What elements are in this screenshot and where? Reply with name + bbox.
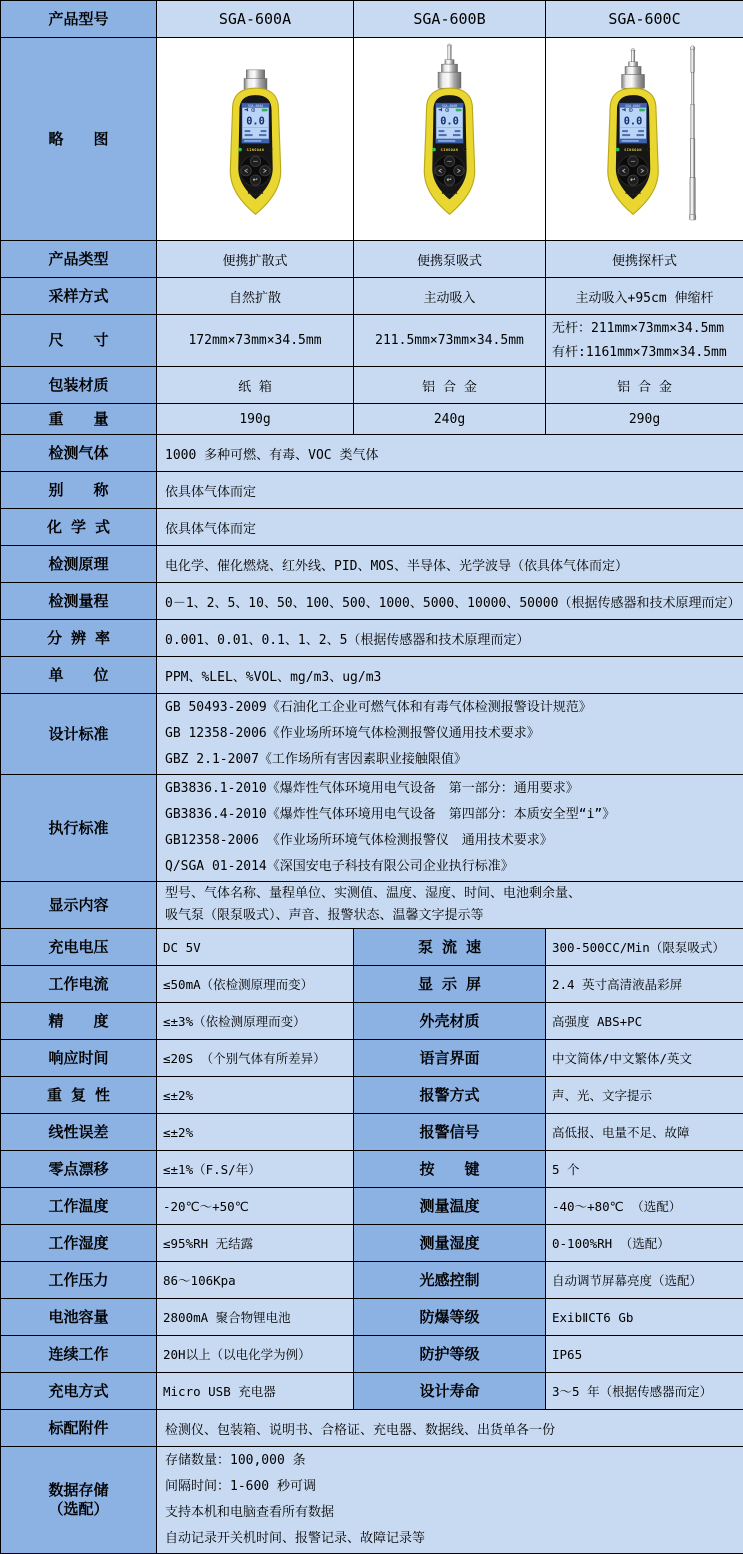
model-name-a: SGA-600A	[157, 1, 354, 38]
storage-line: 自动记录开关机时间、报警记录、故障记录等	[165, 1526, 735, 1552]
spec-value: 20H以上（以电化学为例）	[157, 1336, 354, 1373]
screen-reading: 0.0	[246, 115, 265, 127]
storage-line: 存储数量：100,000 条	[165, 1448, 735, 1474]
right-button	[637, 165, 647, 175]
enter-button	[444, 174, 454, 184]
spec-label: 显示内容	[1, 882, 157, 929]
spec-label: 光感控制	[354, 1262, 546, 1299]
standard-line: GB3836.1-2010《爆炸性气体环境用电气设备 第一部分：通用要求》	[165, 776, 735, 802]
standard-line: GB 50493-2009《石油化工企业可燃气体和有毒气体检测报警设计规范》	[165, 695, 735, 721]
standard-line: Q/SGA 01-2014《深国安电子科技有限公司企业执行标准》	[165, 854, 735, 880]
spec-value: DC 5V	[157, 929, 354, 966]
header-label: 产品型号	[1, 1, 157, 38]
spec-label: 采样方式	[1, 278, 157, 315]
standard-line: GB12358-2006 《作业场所环境气体检测报警仪 通用技术要求》	[165, 828, 735, 854]
sketch-label: 略 图	[1, 38, 157, 241]
spec-value: IP65	[546, 1336, 743, 1373]
spec-label: 报警信号	[354, 1114, 546, 1151]
spec-value: 211.5mm×73mm×34.5mm	[354, 315, 546, 367]
spec-value: 主动吸入+95cm 伸缩杆	[546, 278, 743, 315]
storage-line: 间隔时间：1-600 秒可调	[165, 1474, 735, 1500]
spec-label: 工作压力	[1, 1262, 157, 1299]
spec-label: 充电电压	[1, 929, 157, 966]
spec-label: 检测量程	[1, 583, 157, 620]
left-button	[618, 165, 628, 175]
left-button	[435, 165, 445, 175]
keypad	[240, 155, 271, 186]
screen-title: SGA-600A	[247, 103, 262, 107]
led-indicator	[238, 147, 242, 151]
spec-value	[157, 694, 743, 775]
spec-label: 检测原理	[1, 546, 157, 583]
spec-value: 检测仪、包装箱、说明书、合格证、充电器、数据线、出货单各一份	[157, 1410, 743, 1447]
battery-icon	[261, 108, 267, 111]
device-photo-sga-600b	[375, 40, 524, 235]
spec-value: 依具体气体而定	[157, 472, 743, 509]
lcd-screen	[241, 103, 269, 143]
spec-label: 设计标准	[1, 694, 157, 775]
spec-label: 产品类型	[1, 241, 157, 278]
screen-reading: 0.0	[440, 115, 459, 127]
spec-label: 按 键	[354, 1151, 546, 1188]
spec-label: 响应时间	[1, 1040, 157, 1077]
gas-inlet-cap	[244, 69, 267, 89]
spec-label: 执行标准	[1, 775, 157, 882]
spec-label: 报警方式	[354, 1077, 546, 1114]
spec-label: 显 示 屏	[354, 966, 546, 1003]
spec-value: ≤50mA（依检测原理而变）	[157, 966, 354, 1003]
screen-title: SGA-600C	[625, 103, 640, 107]
spec-label	[1, 1447, 157, 1554]
enter-button	[628, 174, 638, 184]
spec-value: 190g	[157, 404, 354, 435]
battery-icon	[639, 108, 645, 111]
spec-value: 自然扩散	[157, 278, 354, 315]
spec-value: ≤±1%（F.S/年）	[157, 1151, 354, 1188]
spec-label: 分 辨 率	[1, 620, 157, 657]
spec-label: 设计寿命	[354, 1373, 546, 1410]
spec-label: 尺 寸	[1, 315, 157, 367]
spec-value: 铝 合 金	[546, 367, 743, 404]
spec-value: 3～5 年（根据传感器而定）	[546, 1373, 743, 1410]
spec-label: 包装材质	[1, 367, 157, 404]
spec-value: 声、光、文字提示	[546, 1077, 743, 1114]
device-photo-cell-b	[354, 38, 546, 241]
spec-value: -40～+80℃ （选配）	[546, 1188, 743, 1225]
spec-label: 零点漂移	[1, 1151, 157, 1188]
model-name-b: SGA-600B	[354, 1, 546, 38]
dimension-line: 有杆:1161mm×73mm×34.5mm	[550, 341, 739, 365]
spec-value: 0-100%RH （选配）	[546, 1225, 743, 1262]
spec-value: 86～106Kpa	[157, 1262, 354, 1299]
spec-label: 线性误差	[1, 1114, 157, 1151]
spec-value: 铝 合 金	[354, 367, 546, 404]
gas-inlet-probe	[622, 48, 645, 88]
spec-label: 泵 流 速	[354, 929, 546, 966]
spec-value: 2800mA 聚合物锂电池	[157, 1299, 354, 1336]
spec-label: 连续工作	[1, 1336, 157, 1373]
brand-label: SINGOAN	[441, 147, 459, 151]
standard-line: GB 12358-2006《作业场所环境气体检测报警仪通用技术要求》	[165, 721, 735, 747]
brand-label: SINGOAN	[246, 147, 264, 151]
spec-label: 检测气体	[1, 435, 157, 472]
led-indicator	[616, 147, 620, 151]
content-line: 型号、气体名称、量程单位、实测值、温度、湿度、时间、电池剩余量、	[165, 883, 735, 905]
model-name-c: SGA-600C	[546, 1, 743, 38]
spec-label: 工作电流	[1, 966, 157, 1003]
spec-value: 纸 箱	[157, 367, 354, 404]
fan-hub	[630, 109, 631, 110]
spec-value: 高低报、电量不足、故障	[546, 1114, 743, 1151]
spec-label: 精 度	[1, 1003, 157, 1040]
spec-label: 工作温度	[1, 1188, 157, 1225]
spec-value: 电化学、催化燃烧、红外线、PID、MOS、半导体、光学波导（依具体气体而定）	[157, 546, 743, 583]
spec-value: 便携扩散式	[157, 241, 354, 278]
device-photo-cell-c	[546, 38, 743, 241]
spec-value: 便携探杆式	[546, 241, 743, 278]
spec-value: 主动吸入	[354, 278, 546, 315]
brand-label: SINGOAN	[624, 147, 642, 151]
spec-value: 172mm×73mm×34.5mm	[157, 315, 354, 367]
spec-value: 290g	[546, 404, 743, 435]
spec-value: Micro USB 充电器	[157, 1373, 354, 1410]
spec-label: 防护等级	[354, 1336, 546, 1373]
keypad	[618, 155, 649, 186]
right-button	[454, 165, 464, 175]
storage-label-line: （选配）	[3, 1500, 154, 1519]
device-photo-sga-600c	[570, 40, 719, 235]
spec-value: 1000 多种可燃、有毒、VOC 类气体	[157, 435, 743, 472]
led-indicator	[432, 147, 436, 151]
spec-label: 标配附件	[1, 1410, 157, 1447]
enter-button	[250, 174, 260, 184]
spec-value	[157, 882, 743, 929]
device-photo-sga-600a	[181, 40, 330, 235]
spec-value: 300-500CC/Min（限泵吸式）	[546, 929, 743, 966]
spec-value: 高强度 ABS+PC	[546, 1003, 743, 1040]
left-button	[240, 165, 250, 175]
spec-label: 防爆等级	[354, 1299, 546, 1336]
screen-title: SGA-600B	[442, 103, 457, 107]
light-sensor	[269, 147, 272, 150]
spec-value: ≤95%RH 无结露	[157, 1225, 354, 1262]
spec-value: ≤±3%（依检测原理而变）	[157, 1003, 354, 1040]
spec-value: 0－1、2、5、10、50、100、500、1000、5000、10000、50000（根据传感器和技术原理而定）	[157, 583, 743, 620]
fan-hub	[252, 109, 253, 110]
spec-value: 依具体气体而定	[157, 509, 743, 546]
spec-value: 自动调节屏幕亮度（选配）	[546, 1262, 743, 1299]
keypad	[434, 155, 465, 186]
gas-inlet-probe	[438, 43, 461, 87]
spec-value: PPM、%LEL、%VOL、mg/m3、ug/m3	[157, 657, 743, 694]
light-sensor	[647, 147, 650, 150]
device-photo-cell-a	[157, 38, 354, 241]
spec-value: 5 个	[546, 1151, 743, 1188]
right-button	[259, 165, 269, 175]
storage-line: 支持本机和电脑查看所有数据	[165, 1500, 735, 1526]
spec-value: 便携泵吸式	[354, 241, 546, 278]
spec-value: -20℃～+50℃	[157, 1188, 354, 1225]
battery-icon	[456, 108, 462, 111]
spec-label: 电池容量	[1, 1299, 157, 1336]
spec-label: 语言界面	[354, 1040, 546, 1077]
spec-value	[157, 1447, 743, 1554]
spec-label: 测量湿度	[354, 1225, 546, 1262]
spec-value: 2.4 英寸高清液晶彩屏	[546, 966, 743, 1003]
lcd-screen	[619, 103, 647, 143]
standard-line: GB3836.4-2010《爆炸性气体环境用电气设备 第四部分：本质安全型“i”》	[165, 802, 735, 828]
spec-label: 工作湿度	[1, 1225, 157, 1262]
spec-label: 单 位	[1, 657, 157, 694]
spec-value: 240g	[354, 404, 546, 435]
standard-line: GBZ 2.1-2007《工作场所有害因素职业接触限值》	[165, 747, 735, 773]
spec-value: ≤20S （个别气体有所差异）	[157, 1040, 354, 1077]
spec-value: ExibⅡCT6 Gb	[546, 1299, 743, 1336]
storage-label-line: 数据存储	[3, 1481, 154, 1500]
fan-hub	[447, 109, 448, 110]
spec-label: 重 复 性	[1, 1077, 157, 1114]
spec-label: 别 称	[1, 472, 157, 509]
light-sensor	[464, 147, 467, 150]
spec-value	[546, 315, 743, 367]
content-line: 吸气泵（限泵吸式）、声音、报警状态、温馨文字提示等	[165, 905, 735, 927]
spec-value: 0.001、0.01、0.1、1、2、5（根据传感器和技术原理而定）	[157, 620, 743, 657]
spec-label: 重 量	[1, 404, 157, 435]
telescopic-rod	[689, 45, 695, 219]
lcd-screen	[436, 103, 464, 143]
spec-label: 充电方式	[1, 1373, 157, 1410]
spec-value: ≤±2%	[157, 1077, 354, 1114]
dimension-line: 无杆：211mm×73mm×34.5mm	[550, 317, 739, 341]
spec-label: 外壳材质	[354, 1003, 546, 1040]
spec-label: 化 学 式	[1, 509, 157, 546]
spec-value: 中文简体/中文繁体/英文	[546, 1040, 743, 1077]
spec-value: ≤±2%	[157, 1114, 354, 1151]
spec-label: 测量温度	[354, 1188, 546, 1225]
screen-reading: 0.0	[624, 115, 643, 127]
spec-value	[157, 775, 743, 882]
